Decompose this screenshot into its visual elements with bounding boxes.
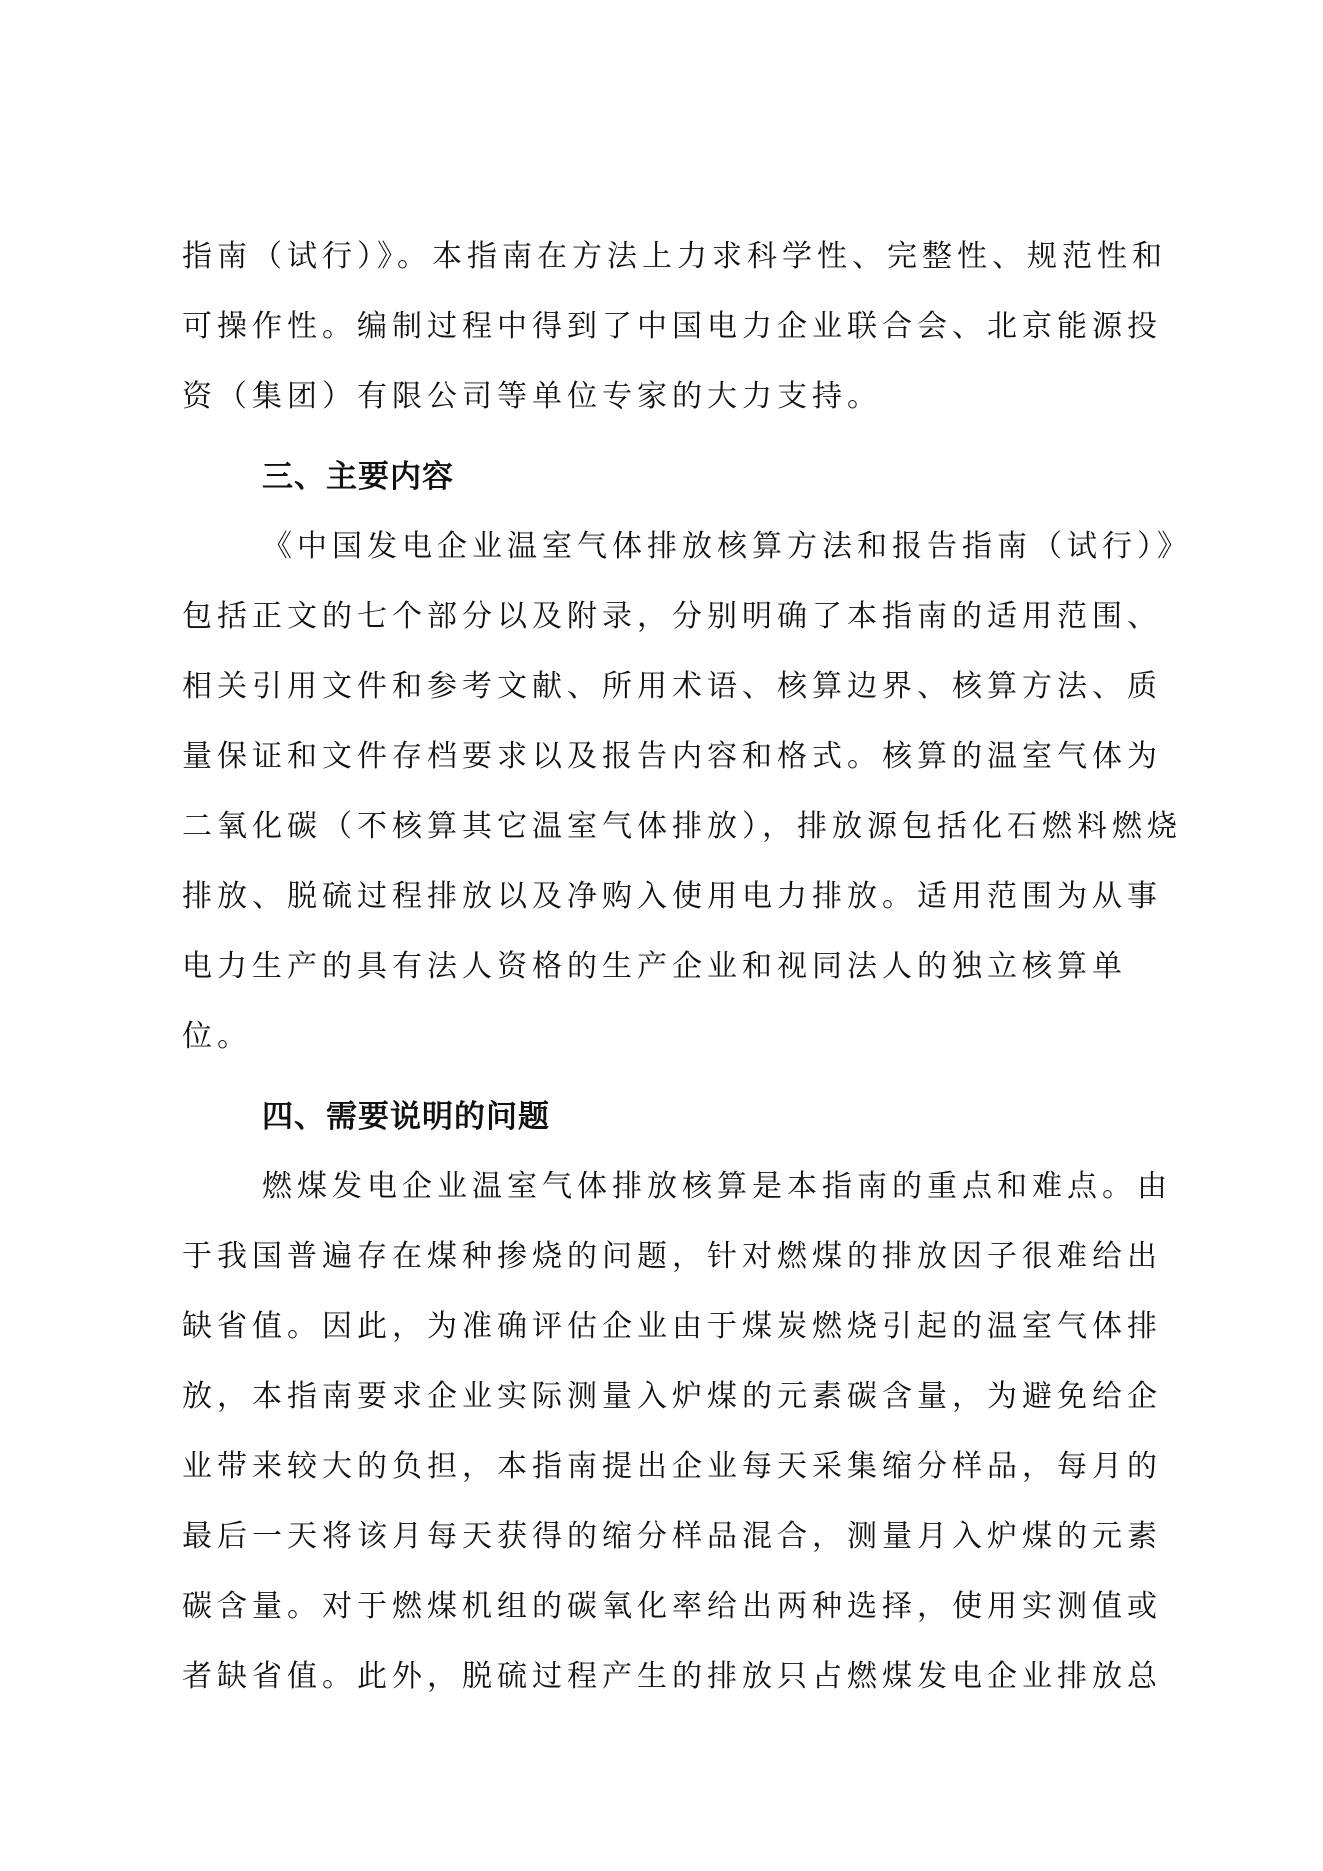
intro-line: 可操作性。编制过程中得到了中国电力企业联合会、北京能源投 bbox=[182, 309, 1162, 344]
section4-line: 者缺省值。此外，脱硫过程产生的排放只占燃煤发电企业排放总 bbox=[182, 1659, 1162, 1694]
intro-line: 指南（试行）》。本指南在方法上力求科学性、完整性、规范性和 bbox=[182, 239, 1167, 274]
intro-line: 资（集团）有限公司等单位专家的大力支持。 bbox=[182, 379, 882, 414]
section3-line: 电力生产的具有法人资格的生产企业和视同法人的独立核算单 bbox=[182, 949, 1127, 984]
section4-line: 业带来较大的负担，本指南提出企业每天采集缩分样品，每月的 bbox=[182, 1449, 1162, 1484]
section4-line: 放，本指南要求企业实际测量入炉煤的元素碳含量，为避免给企 bbox=[182, 1379, 1162, 1414]
document-body bbox=[182, 222, 1192, 1712]
section4-line: 碳含量。对于燃煤机组的碳氧化率给出两种选择，使用实测值或 bbox=[182, 1589, 1162, 1624]
section4-line: 最后一天将该月每天获得的缩分样品混合，测量月入炉煤的元素 bbox=[182, 1519, 1162, 1554]
section3-line: 排放、脱硫过程排放以及净购入使用电力排放。适用范围为从事 bbox=[182, 879, 1162, 914]
section-heading-main-content: 三、主要内容 bbox=[262, 459, 454, 495]
section3-line: 二氧化碳（不核算其它温室气体排放），排放源包括化石燃料燃烧 bbox=[182, 809, 1182, 844]
section3-line: 包括正文的七个部分以及附录，分别明确了本指南的适用范围、 bbox=[182, 599, 1162, 634]
section4-line: 燃煤发电企业温室气体排放核算是本指南的重点和难点。由 bbox=[262, 1169, 1172, 1204]
section-heading-issues: 四、需要说明的问题 bbox=[262, 1099, 550, 1135]
section4-line: 于我国普遍存在煤种掺烧的问题，针对燃煤的排放因子很难给出 bbox=[182, 1239, 1162, 1274]
section3-line: 量保证和文件存档要求以及报告内容和格式。核算的温室气体为 bbox=[182, 739, 1162, 774]
section3-line: 位。 bbox=[182, 1019, 252, 1054]
section3-line: 《中国发电企业温室气体排放核算方法和报告指南（试行）》 bbox=[262, 529, 1192, 564]
section3-line: 相关引用文件和参考文献、所用术语、核算边界、核算方法、质 bbox=[182, 669, 1162, 704]
section4-line: 缺省值。因此，为准确评估企业由于煤炭燃烧引起的温室气体排 bbox=[182, 1309, 1162, 1344]
